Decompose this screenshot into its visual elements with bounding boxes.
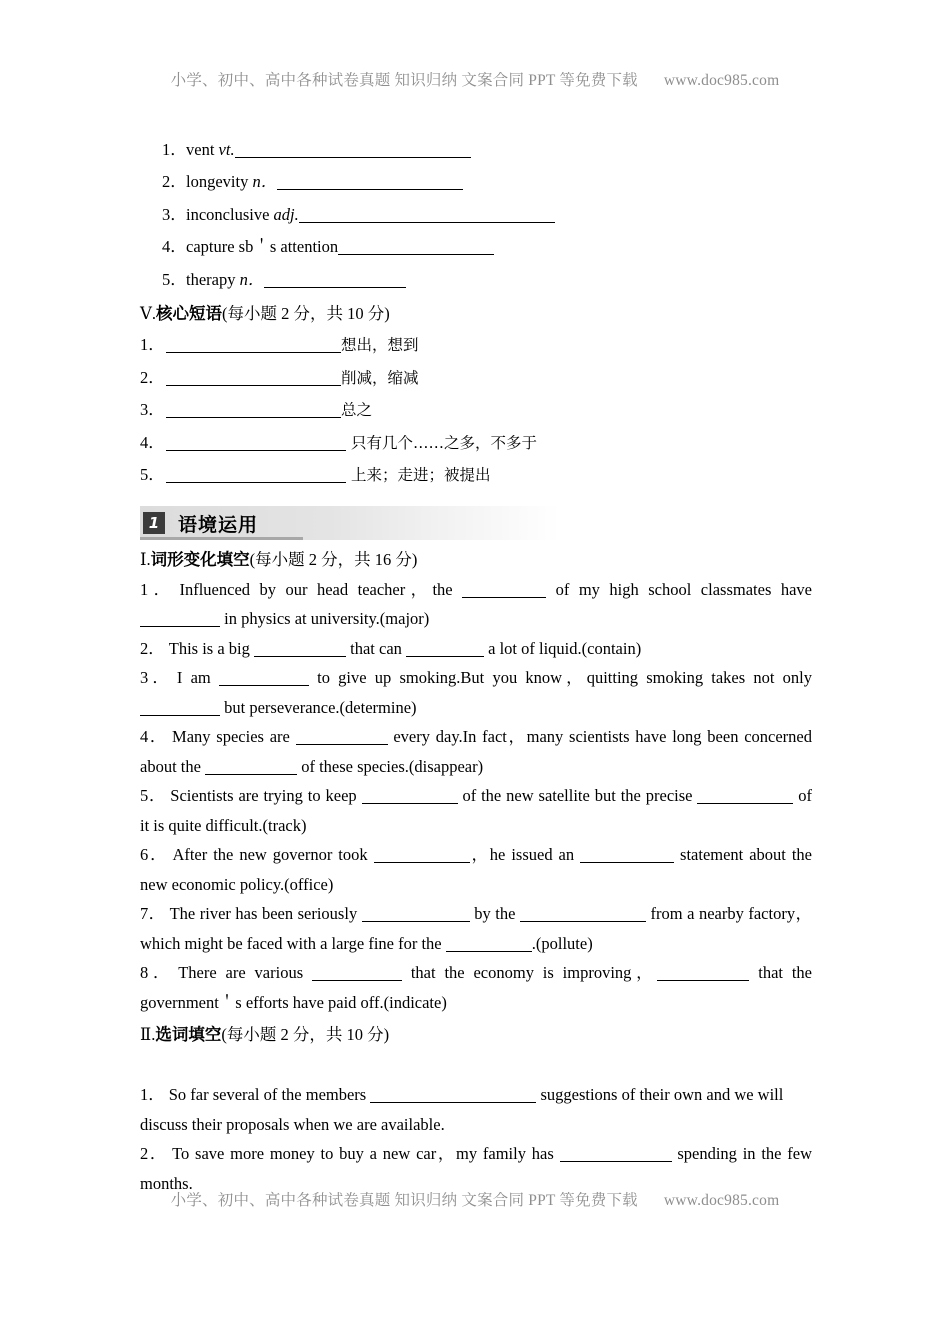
item-number: 4．: [140, 432, 165, 452]
section-heading-word-choice: [140, 1019, 812, 1050]
word-choice-question-list: [140, 1080, 812, 1198]
question-item: [140, 1080, 812, 1139]
answer-blank[interactable]: [277, 176, 463, 190]
question-item: [140, 958, 812, 1017]
item-number: 1．: [140, 579, 176, 599]
question-text: spending in the few months.: [140, 1144, 812, 1193]
item-number: 6．: [140, 845, 169, 865]
question-item: [140, 899, 812, 958]
section-title: 选词填空: [155, 1025, 222, 1045]
answer-blank[interactable]: [697, 790, 793, 804]
number-badge-icon: 1: [143, 512, 165, 534]
answer-blank[interactable]: [374, 849, 470, 863]
question-item: [140, 575, 812, 634]
question-item: [140, 722, 812, 781]
phrase-item: [140, 427, 812, 460]
question-text: of it is quite difficult.(track): [140, 786, 813, 835]
item-number: 8．: [140, 963, 175, 983]
question-text: Scientists are trying to keep: [170, 786, 362, 806]
question-item: [140, 634, 812, 664]
watermark-url: www.doc985.com: [663, 72, 780, 89]
item-number: 3．: [140, 400, 165, 420]
question-text: that can: [346, 638, 407, 658]
item-number: 3．: [162, 204, 187, 224]
answer-blank[interactable]: [166, 404, 341, 418]
vocabulary-item: [162, 231, 812, 263]
section-score: (每小题 2 分，共 16 分): [249, 549, 418, 569]
item-number: 5．: [140, 786, 167, 806]
section-dot: .: [146, 549, 151, 569]
vocabulary-word: longevity: [186, 172, 253, 192]
vocabulary-word: inconclusive: [186, 204, 274, 224]
answer-blank[interactable]: [235, 144, 471, 158]
question-text: every day.In fact，many scientists have long been concerned about the: [140, 727, 812, 776]
question-text: of these species.(disappear): [297, 756, 484, 776]
question-text: This is a big: [168, 638, 254, 658]
question-item: [140, 781, 812, 840]
question-text: that the government＇s efforts have paid off.(indicate): [140, 963, 813, 1012]
question-text: ，he issued an: [469, 845, 581, 865]
question-text: by the: [469, 904, 520, 924]
question-text: suggestions of their own and we will discuss their proposals when we are available.: [140, 1085, 784, 1134]
vocabulary-word: capture sb＇s attention: [186, 237, 339, 257]
section-heading-core-phrases: [140, 298, 812, 329]
vocabulary-item: [162, 166, 812, 198]
question-text: from a nearby factory，which might be faced with a large fine for the: [140, 904, 812, 953]
answer-blank[interactable]: [254, 643, 346, 657]
watermark-footer: [0, 1188, 950, 1210]
vocabulary-item: [162, 134, 812, 166]
question-text: I am: [176, 668, 219, 688]
watermark-url: www.doc985.com: [663, 1192, 780, 1209]
answer-blank[interactable]: [362, 908, 470, 922]
answer-blank[interactable]: [140, 613, 220, 627]
item-number: 2．: [140, 638, 165, 658]
content-column: [140, 134, 812, 1198]
question-text: There are various: [178, 963, 312, 983]
chinese-gloss: 上来；走进；被提出: [351, 466, 491, 485]
answer-blank[interactable]: [166, 469, 346, 483]
vocabulary-word: vent: [186, 140, 219, 159]
question-text: but perseverance.(determine): [220, 697, 417, 717]
question-text: The river has been seriously: [169, 904, 362, 924]
banner-title: 语境运用: [178, 513, 259, 536]
answer-blank[interactable]: [362, 790, 458, 804]
item-number: 2．: [162, 172, 187, 192]
answer-blank[interactable]: [205, 761, 297, 775]
answer-blank[interactable]: [312, 967, 402, 981]
item-number: 3．: [140, 668, 173, 688]
item-number: 7．: [140, 904, 166, 924]
question-text: of the new satellite but the precise: [457, 786, 698, 806]
question-item: [140, 840, 812, 899]
answer-blank[interactable]: [560, 1148, 672, 1162]
section-title: 核心短语: [156, 304, 223, 324]
watermark-text: 小学、初中、高中各种试卷真题 知识归纳 文案合同 PPT 等免费下载: [170, 1192, 638, 1209]
answer-blank[interactable]: [370, 1089, 536, 1103]
section-spacer: [140, 1050, 812, 1080]
section-title: 词形变化填空: [150, 549, 250, 569]
question-text: statement about the new economic policy.(office): [140, 845, 813, 894]
section-dot: .: [151, 304, 157, 324]
question-text: that the economy is improving，: [401, 963, 658, 983]
item-number: 4．: [162, 237, 187, 257]
section-score: (每小题 2 分，共 10 分): [221, 1025, 390, 1045]
vocabulary-word: therapy: [186, 269, 240, 289]
watermark-text: 小学、初中、高中各种试卷真题 知识归纳 文案合同 PPT 等免费下载: [170, 72, 638, 89]
answer-blank[interactable]: [264, 274, 406, 288]
question-text: of my high school classmates have: [546, 579, 813, 599]
answer-blank[interactable]: [657, 967, 749, 981]
answer-blank[interactable]: [406, 643, 484, 657]
phrase-item: [140, 362, 812, 395]
chinese-gloss: 总之: [341, 401, 373, 420]
section-roman-numeral: Ⅱ: [140, 1025, 152, 1045]
item-number: 5．: [140, 465, 165, 485]
answer-blank[interactable]: [338, 241, 494, 255]
part-of-speech: n．: [239, 269, 265, 289]
question-text: So far several of the members: [168, 1085, 371, 1105]
question-text: After the new governor took: [172, 845, 374, 865]
part-of-speech: vt.: [218, 140, 235, 159]
item-number: 1．: [162, 140, 187, 159]
part-of-speech: n．: [252, 172, 278, 192]
vocabulary-item: [162, 199, 812, 231]
vocabulary-item: [162, 264, 812, 296]
answer-blank[interactable]: [299, 209, 555, 223]
question-text: a lot of liquid.(contain): [484, 638, 642, 658]
answer-blank[interactable]: [296, 731, 388, 745]
banner-underline: [140, 537, 303, 540]
phrase-item: [140, 329, 812, 362]
section-roman-numeral: Ⅰ: [140, 549, 147, 569]
question-item: [140, 663, 812, 722]
vocabulary-list: [140, 134, 812, 296]
item-number: 5．: [162, 269, 187, 289]
chinese-gloss: 想出，想到: [341, 336, 419, 355]
item-number: 1．: [140, 335, 165, 355]
item-number: 2．: [140, 367, 165, 387]
answer-blank[interactable]: [140, 702, 220, 716]
item-number: 1．: [140, 1085, 165, 1105]
question-text: .(pollute): [531, 933, 593, 953]
section-roman-numeral: Ⅴ: [140, 304, 152, 324]
question-text: Many species are: [172, 727, 296, 747]
answer-blank[interactable]: [166, 437, 346, 451]
question-text: To save more money to buy a new car，my family has: [172, 1144, 560, 1164]
answer-blank[interactable]: [219, 672, 309, 686]
answer-blank[interactable]: [462, 584, 546, 598]
answer-blank[interactable]: [446, 938, 532, 952]
item-number: 2．: [140, 1144, 169, 1164]
section-dot: .: [151, 1025, 156, 1045]
answer-blank[interactable]: [520, 908, 646, 922]
phrase-item: [140, 459, 812, 492]
answer-blank[interactable]: [580, 849, 674, 863]
chinese-gloss: 只有几个……之多，不多于: [351, 433, 538, 452]
question-text: Influenced by our head teacher，the: [179, 579, 463, 599]
answer-blank[interactable]: [166, 372, 341, 386]
phrase-item: [140, 394, 812, 427]
watermark-header: [0, 68, 950, 90]
section-heading-word-form: [140, 544, 812, 575]
answer-blank[interactable]: [166, 339, 341, 353]
question-text: to give up smoking.But you know，quitting smoking takes not only: [308, 668, 812, 688]
section-banner-context-usage: [140, 506, 812, 540]
chinese-gloss: 削减，缩减: [341, 368, 419, 387]
section-score: (每小题 2 分，共 10 分): [222, 304, 390, 324]
question-text: in physics at university.(major): [220, 609, 430, 629]
phrase-list: [140, 329, 812, 492]
part-of-speech: adj.: [273, 204, 299, 224]
word-form-question-list: [140, 575, 812, 1018]
item-number: 4．: [140, 727, 169, 747]
